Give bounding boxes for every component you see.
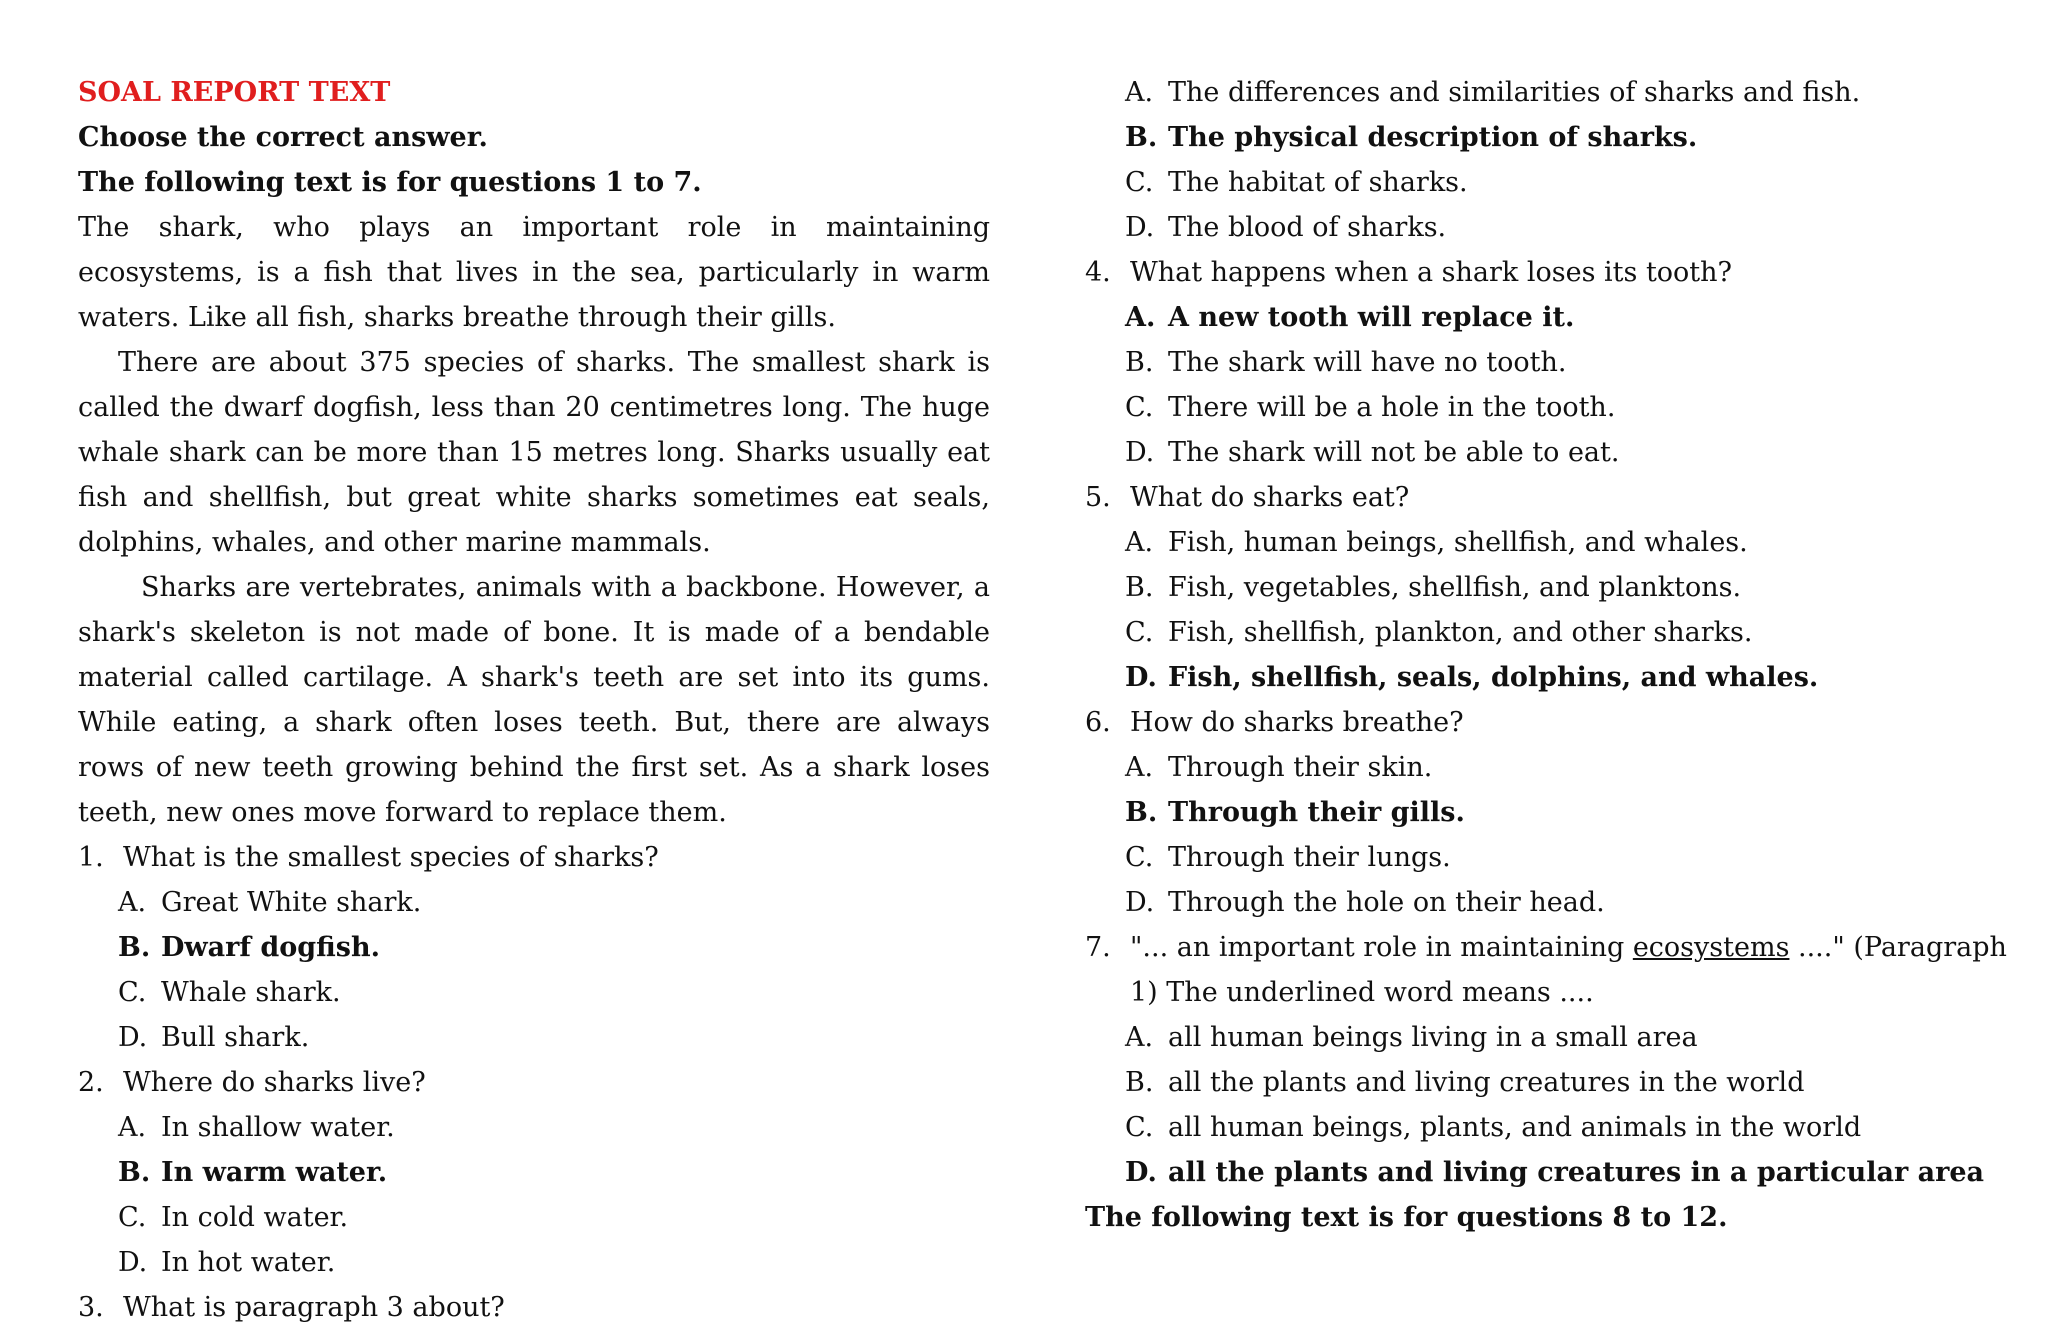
question-2: [78, 1060, 990, 1105]
question-number: 2.: [78, 1067, 104, 1098]
option-6d[interactable]: D. Through the hole on their head.: [1125, 887, 1605, 918]
passage-paragraph-2: There are about 375 species of sharks. The smallest shark is called the dwarf dogfish, less than 20 centimetres long. The huge whale shark can be more than 15 metres long. Sharks usually eat fish and shellfish, but great white sharks sometimes eat seals, dolphins, whales, and other marine mammals.: [78, 347, 990, 558]
option-7a[interactable]: A. all human beings living in a small area: [1125, 1022, 1698, 1053]
option-2b[interactable]: B. In warm water.: [118, 1157, 388, 1188]
next-section-intro: The following text is for questions 8 to 12.: [1085, 1202, 1728, 1233]
question-number: 1.: [78, 842, 104, 873]
option-3b[interactable]: B. The physical description of sharks.: [1125, 122, 1698, 153]
question-4: [1085, 250, 2015, 295]
option-7c[interactable]: C. all human beings, plants, and animals in the world: [1125, 1112, 1862, 1143]
question-text: How do sharks breathe?: [1130, 707, 1464, 738]
question-number: 5.: [1085, 482, 1111, 513]
left-column: [78, 70, 990, 1330]
option-4a[interactable]: A. A new tooth will replace it.: [1125, 302, 1575, 333]
option-3a[interactable]: A. The differences and similarities of sharks and fish.: [1125, 77, 1861, 108]
question-7: [1085, 925, 2015, 1015]
question-number: 7.: [1085, 932, 1111, 963]
option-5c[interactable]: C. Fish, shellfish, plankton, and other sharks.: [1125, 617, 1753, 648]
option-6c[interactable]: C. Through their lungs.: [1125, 842, 1451, 873]
option-7b[interactable]: B. all the plants and living creatures in the world: [1125, 1067, 1805, 1098]
option-1b[interactable]: B. Dwarf dogfish.: [118, 932, 381, 963]
question-text: What happens when a shark loses its tooth?: [1130, 257, 1733, 288]
underlined-word: ecosystems: [1632, 932, 1790, 963]
question-text-before: "... an important role in maintaining: [1130, 932, 1633, 963]
option-6a[interactable]: A. Through their skin.: [1125, 752, 1433, 783]
question-6: [1085, 700, 2015, 745]
option-2c[interactable]: C. In cold water.: [118, 1202, 349, 1233]
option-5b[interactable]: B. Fish, vegetables, shellfish, and planktons.: [1125, 572, 1742, 603]
option-6b[interactable]: B. Through their gills.: [1125, 797, 1465, 828]
question-number: 6.: [1085, 707, 1111, 738]
question-text: What is paragraph 3 about?: [123, 1292, 505, 1323]
question-1: [78, 835, 990, 880]
question-text-after: ...." (Paragraph 1) The underlined word means ....: [1130, 932, 2007, 1008]
question-5: [1085, 475, 2015, 520]
option-5a[interactable]: A. Fish, human beings, shellfish, and whales.: [1125, 527, 1748, 558]
question-3: [78, 1285, 990, 1330]
question-number: 4.: [1085, 257, 1111, 288]
right-column: [1085, 70, 2015, 1240]
option-5d[interactable]: D. Fish, shellfish, seals, dolphins, and whales.: [1125, 662, 1819, 693]
text-intro: The following text is for questions 1 to 7.: [78, 167, 702, 198]
question-text: What is the smallest species of sharks?: [123, 842, 659, 873]
option-3c[interactable]: C. The habitat of sharks.: [1125, 167, 1468, 198]
question-text: What do sharks eat?: [1130, 482, 1410, 513]
option-1d[interactable]: D. Bull shark.: [118, 1022, 310, 1053]
option-3d[interactable]: D. The blood of sharks.: [1125, 212, 1447, 243]
question-number: 3.: [78, 1292, 104, 1323]
option-4b[interactable]: B. The shark will have no tooth.: [1125, 347, 1567, 378]
option-4c[interactable]: C. There will be a hole in the tooth.: [1125, 392, 1616, 423]
worksheet-title: SOAL REPORT TEXT: [78, 77, 391, 108]
instruction: Choose the correct answer.: [78, 122, 488, 153]
option-1a[interactable]: A. Great White shark.: [118, 887, 422, 918]
passage-paragraph-3: Sharks are vertebrates, animals with a backbone. However, a shark's skeleton is not made of bone. It is made of a bendable material called cartilage. A shark's teeth are set into its gums. While eating, a shark often loses teeth. But, there are always rows of new teeth growing behind the first set. As a shark loses teeth, new ones move forward to replace them.: [78, 572, 990, 828]
option-2d[interactable]: D. In hot water.: [118, 1247, 336, 1278]
option-1c[interactable]: C. Whale shark.: [118, 977, 341, 1008]
option-2a[interactable]: A. In shallow water.: [118, 1112, 395, 1143]
option-7d[interactable]: D. all the plants and living creatures in a particular area: [1125, 1157, 1984, 1188]
option-4d[interactable]: D. The shark will not be able to eat.: [1125, 437, 1620, 468]
passage-paragraph-1: The shark, who plays an important role in maintaining ecosystems, is a fish that lives in the sea, particularly in warm waters. Like all fish, sharks breathe through their gills.: [78, 212, 990, 333]
question-text: Where do sharks live?: [123, 1067, 426, 1098]
